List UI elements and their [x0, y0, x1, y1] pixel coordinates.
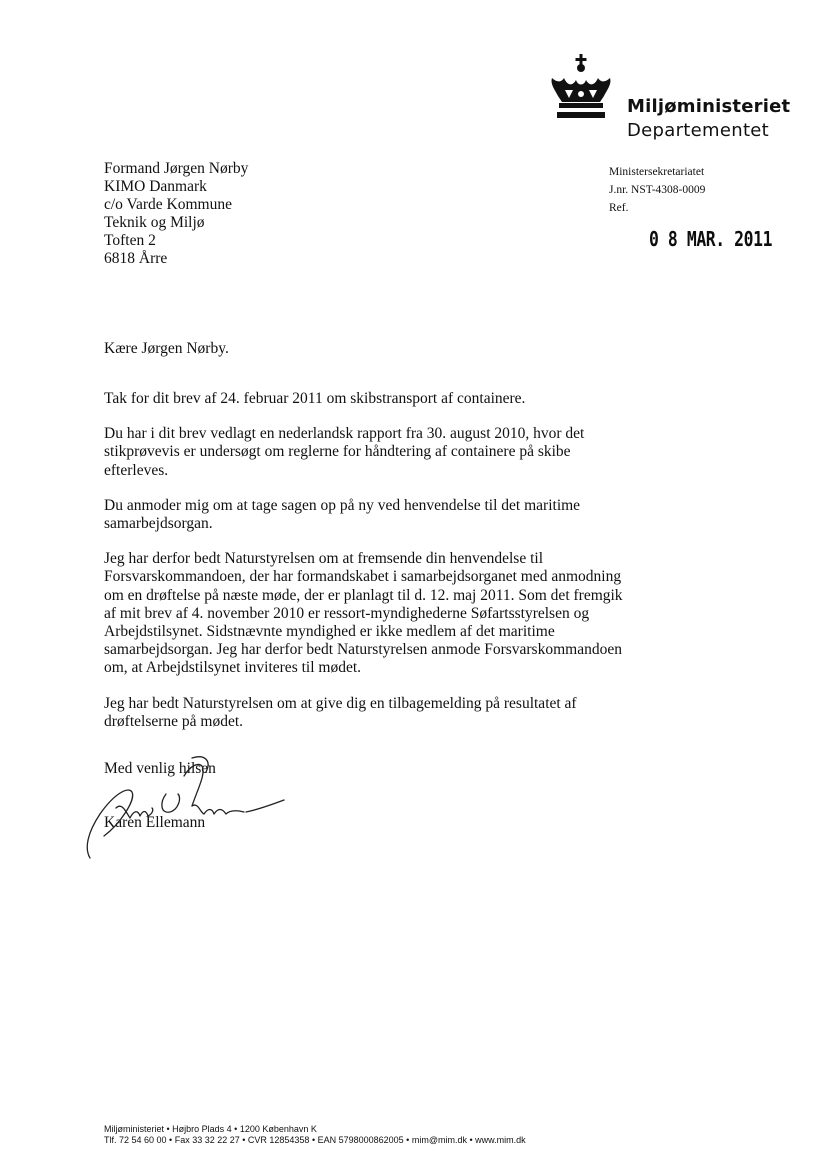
recipient-line: Toften 2	[104, 232, 156, 249]
ministry-name: Miljøministeriet	[627, 96, 791, 117]
body-paragraph: Jeg har derfor bedt Naturstyrelsen om at fremsende din henvendelse til Forsvarskommandoen, der har formandskabet i samarbejdsorganet med anmodning om en drøftelse på næste møde, der er planlagt til d. 12. maj 2011. Som det fremgik af mit brev af 4. november 2010 er ressort-myndighederne Søfartsstyrelsen og Arbejdstilsynet. Sidstnævnte myndighed er ikke medlem af det maritime samarbejdsorgan. Jeg har derfor bedt Naturstyrelsen anmode Forsvarskommandoen om, at Arbejdstilsynet inviteres til mødet.	[104, 550, 623, 677]
footer-contact: Tlf. 72 54 60 00 • Fax 33 32 22 27 • CVR 12854358 • EAN 5798000862005 • mim@mim.dk • www.mim.dk	[104, 1135, 526, 1145]
recipient-line: 6818 Årre	[104, 250, 168, 267]
recipient-address	[104, 160, 248, 268]
recipient-line: Formand Jørgen Nørby	[104, 160, 249, 177]
closing: Med venlig hilsen	[104, 760, 216, 777]
reference-block	[609, 163, 705, 217]
body-paragraph: Tak for dit brev af 24. februar 2011 om skibstransport af containere.	[104, 390, 526, 407]
recipient-line: c/o Varde Kommune	[104, 196, 232, 213]
salutation: Kære Jørgen Nørby.	[104, 340, 229, 357]
letter-body	[104, 390, 624, 748]
signer-name: Karen Ellemann	[104, 814, 206, 831]
office-name: Ministersekretariatet	[609, 166, 705, 178]
journal-number: J.nr. NST-4308-0009	[609, 184, 706, 196]
date-stamp: 0 8 MAR. 2011	[649, 227, 773, 251]
body-paragraph: Jeg har bedt Naturstyrelsen om at give dig en tilbagemelding på resultatet af drøftelserne på mødet.	[104, 694, 577, 730]
handwritten-signature	[80, 752, 290, 862]
recipient-line: KIMO Danmark	[104, 178, 207, 195]
footer	[104, 1124, 526, 1146]
body-paragraph: Du anmoder mig om at tage sagen op på ny ved henvendelse til det maritime samarbejdsorgan.	[104, 496, 581, 533]
letterhead	[627, 96, 790, 142]
recipient-line: Teknik og Miljø	[104, 214, 205, 231]
crown-logo-icon	[548, 54, 614, 120]
footer-address: Miljøministeriet • Højbro Plads 4 • 1200 København K	[104, 1124, 317, 1134]
body-paragraph: Du har i dit brev vedlagt en nederlandsk rapport fra 30. august 2010, hvor det stikprøvevis er undersøgt om reglerne for håndtering af containere på skibe efterleves.	[104, 425, 585, 479]
department-name: Departementet	[627, 120, 770, 141]
reference-label: Ref.	[609, 202, 629, 214]
